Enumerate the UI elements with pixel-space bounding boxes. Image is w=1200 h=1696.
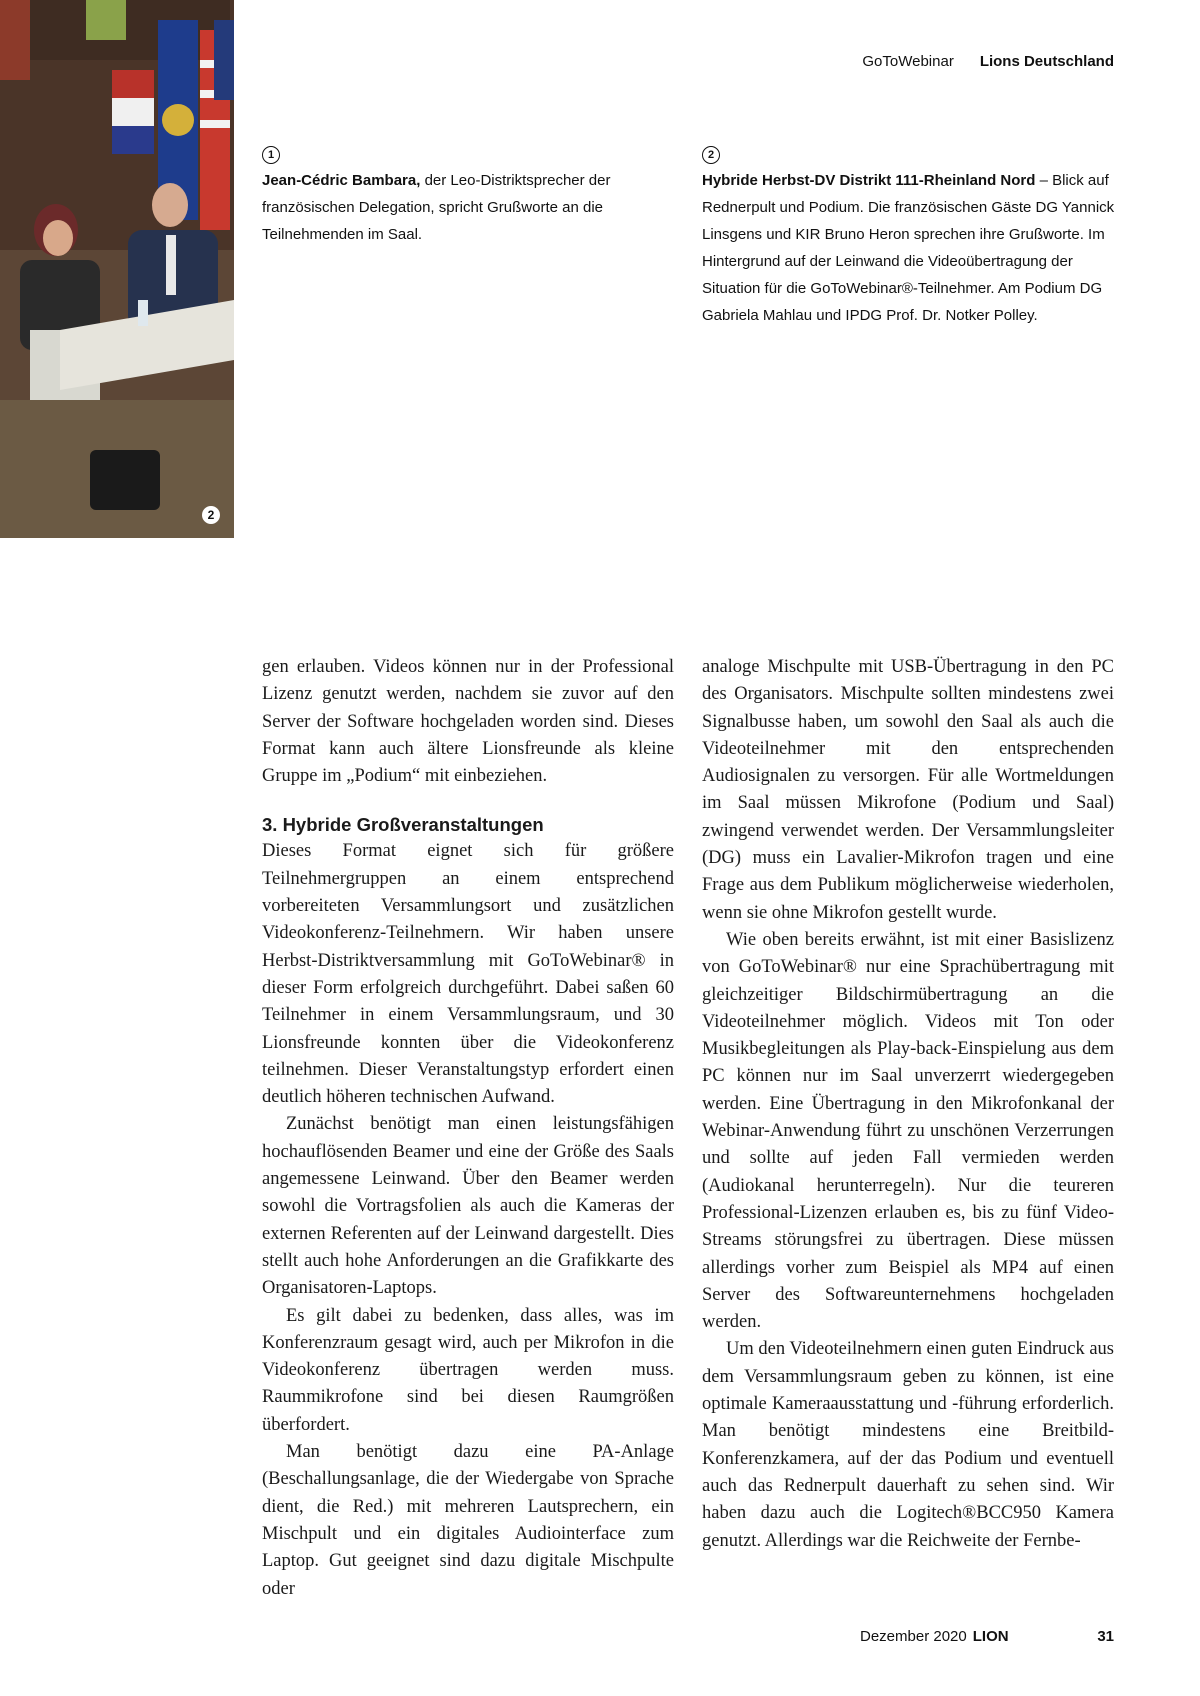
running-header (862, 53, 1114, 70)
caption-1 (262, 140, 662, 248)
paragraph: Dieses Format eignet sich für größere Teilnehmergruppen an einem entsprechend vorbereiteten Versammlungsort und zusätzlichen Videokonferenz-Teilnehmern. Wir haben unsere Herbst-Distriktversammlung mit GoToWebinar® in dieser Form erfolgreich durchgeführt. Dabei saßen 60 Teilnehmer in einem Versammlungsraum, und 30 Lionsfreunde konnten über die Videokonferenz teilnehmen. Dieser Veranstaltungstyp erfordert einen deutlich höheren technischen Aufwand. (262, 841, 674, 1108)
caption-2 (702, 140, 1122, 329)
paragraph: Es gilt dabei zu bedenken, dass alles, was im Konferenzraum gesagt wird, auch per Mikrofon in die Videokonferenz übertragen werden muss. Raummikrofone sind bei diesen Raumgrößen überfordert. (262, 1305, 674, 1435)
caption-lead: Hybride Herbst-DV Distrikt 111-Rheinland Nord (702, 172, 1036, 189)
paragraph: gen erlauben. Videos können nur in der Professional Lizenz genutzt werden, nachdem sie zuvor auf den Server der Software hochgeladen worden sind. Dieses Format kann auch ältere Lionsfreunde als kleine Gruppe im „Podium“ mit einbeziehen. (262, 657, 674, 787)
footer-date: Dezember 2020 (860, 1628, 967, 1645)
caption-number: 1 (262, 146, 280, 164)
paragraph: Um den Videoteilnehmern einen guten Eindruck aus dem Versammlungsraum geben zu können, ist eine optimale Kameraausstattung und -führung erforderlich. Man benötigt mindestens eine Breitbild-Konferenzkamera, auf der das Podium und eventuell auch das Rednerpult dauerhaft zu sehen sind. Wir haben dazu auch die Logitech®BCC950 Kamera genutzt. Allerdings war die Reichweite der Fernbe- (702, 1339, 1114, 1551)
caption-text: – Blick auf Rednerpult und Podium. Die französischen Gäste DG Yannick Linsgens und KIR Bruno Heron sprechen ihre Grußworte. Im Hintergrund auf der Leinwand die Videoübertragung der Situation für die GoToWebinar®-Teilnehmer. Am Podium DG Gabriela Mahlau und IPDG Prof. Dr. Notker Polley. (702, 172, 1115, 324)
section-heading: 3. Hybride Großveranstaltungen (262, 814, 544, 836)
paragraph: analoge Mischpulte mit USB-Übertragung in den PC des Organisators. Mischpulte sollten mindestens zwei Signalbusse haben, um sowohl den Saal als auch die Videoteilnehmer mit den entsprechenden Audiosignalen zu versorgen. Für alle Wortmeldungen im Saal müssen Mikrofone (Podium und Saal) zwingend verwendet werden. Der Versammlungsleiter (DG) muss ein Lavalier-Mikrofon tragen und eine Frage aus dem Publikum möglicherweise wiederholen, wenn sie ohne Mikrofon gestellt wurde. (702, 657, 1114, 923)
footer-magazine: LION (972, 1628, 1009, 1645)
caption-lead: Jean-Cédric Bambara, (262, 172, 421, 189)
header-brand: Lions Deutschland (979, 53, 1114, 70)
paragraph: Wie oben bereits erwähnt, ist mit einer Basislizenz von GoToWebinar® nur eine Sprachübertragung mit gleichzeitiger Bildschirmübertragung an die Videoteilnehmer möglich. Videos mit Ton oder Musikbegleitungen als Play-back-Einspielung aus dem PC können nur im Saal unverzerrt wiedergegeben werden. Eine Übertragung in den Mikrofonkanal der Webinar-Anwendung führt zu unschönen Verzerrungen und sollte auf jeden Fall vermieden werden (Audiokanal herunterregeln). Nur die teureren Professional-Lizenzen erlauben es, bis zu fünf Video-Streams störungsfrei zu übertragen. Diese müssen allerdings vorher zum Beispiel als MP4 auf einen Server des Softwareunternehmens hochgeladen werden. (702, 929, 1114, 1333)
podium-photo-illustration (0, 0, 234, 538)
photo-podium (0, 0, 234, 538)
photo-number-badge: 2 (202, 506, 220, 524)
article-column-right (702, 654, 1114, 1555)
caption-text: der Leo-Distriktsprecher der französischen Delegation, spricht Grußworte an die Teilnehmenden im Saal. (262, 172, 611, 243)
paragraph: Man benötigt dazu eine PA-Anlage (Beschallungsanlage, die der Wiedergabe von Sprache dient, die Red.) mit mehreren Lautsprechern, ein Mischpult und ein digitales Audiointerface zum Laptop. Gut geeignet sind dazu digitale Mischpulte oder (262, 1442, 674, 1599)
paragraph: Zunächst benötigt man einen leistungsfähigen hochauflösenden Beamer und eine der Größe des Saals angemessene Leinwand. Über den Beamer werden sowohl die Vortragsfolien als auch die Kameras der externen Referenten auf der Leinwand dargestellt. Dies stellt auch hohe Anforderungen an die Grafikkarte des Organisatoren-Laptops. (262, 1114, 674, 1299)
caption-number: 2 (702, 146, 720, 164)
article-column-left (262, 654, 674, 1603)
page-footer (860, 1628, 1114, 1645)
page-number: 31 (1097, 1628, 1114, 1645)
header-section: GoToWebinar (862, 53, 954, 70)
